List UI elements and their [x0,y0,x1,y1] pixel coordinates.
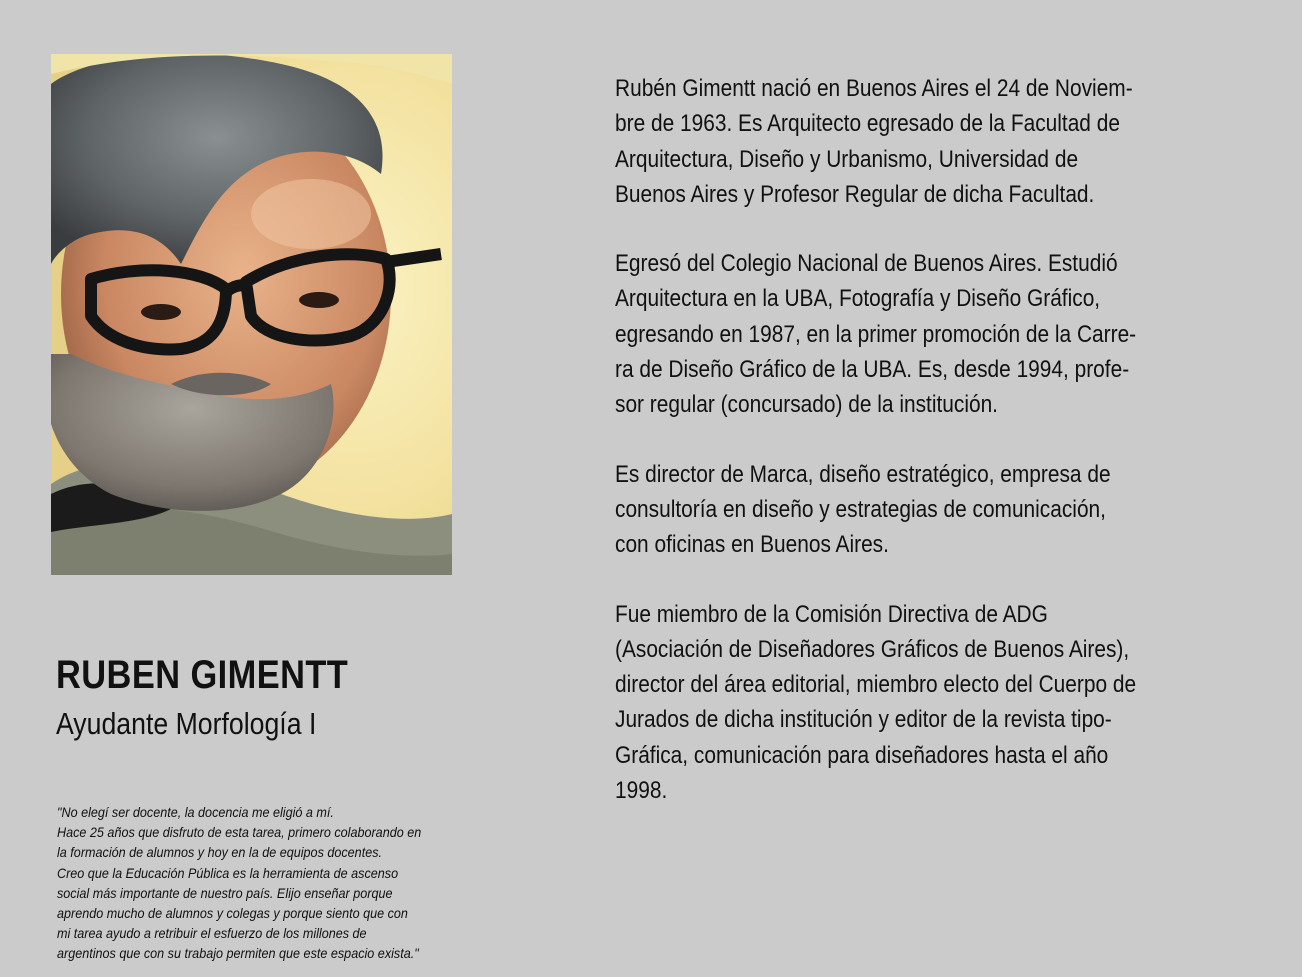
portrait-illustration [51,54,452,575]
bio-paragraph: Rubén Gimentt nació en Buenos Aires el 24 de Noviem- bre de 1963. Es Arquitecto egresado de la Facultad de Arquitectura, Diseño y Urbanismo, Universidad de Buenos Aires y Profesor Regular de dicha Facultad. [615,75,1133,208]
bio-paragraph: Es director de Marca, diseño estratégico, empresa de consultoría en diseño y estrategias de comunicación, con oficinas en Buenos Aires. [615,460,1111,559]
biography [615,71,1255,842]
portrait-photo [51,54,452,575]
quote-text: "No elegí ser docente, la docencia me eligió a mí. Hace 25 años que disfruto de esta tarea, primero colaborando en la formación de alumnos y hoy en la de equipos docentes. Creo que la Educación Pública es la herramienta de ascenso social más importante de nuestro país. Elijo enseñar porque aprendo mucho de alumnos y colegas y porque siento que con mi tarea ayudo a retribuir el esfuerzo de los millones de argentinos que con su trabajo permiten que este espacio exista." [57,804,422,962]
bio-paragraph: Fue miembro de la Comisión Directiva de ADG (Asociación de Diseñadores Gráficos de Buenos Aires), director del área editorial, miembro electo del Cuerpo de Jurados de dicha institución y editor de la revista tipo- Gráfica, comunicación para diseñadores hasta el año 1998. [615,600,1137,805]
person-name: RUBEN GIMENTT [56,653,349,697]
person-role: Ayudante Morfología I [56,706,317,741]
bio-paragraph: Egresó del Colegio Nacional de Buenos Aires. Estudió Arquitectura en la UBA, Fotografía y Diseño Gráfico, egresando en 1987, en la primer promoción de la Carre- ra de Diseño Gráfico de la UBA. Es, desde 1994, profe- sor regular (concursado) de la institución. [615,250,1137,419]
